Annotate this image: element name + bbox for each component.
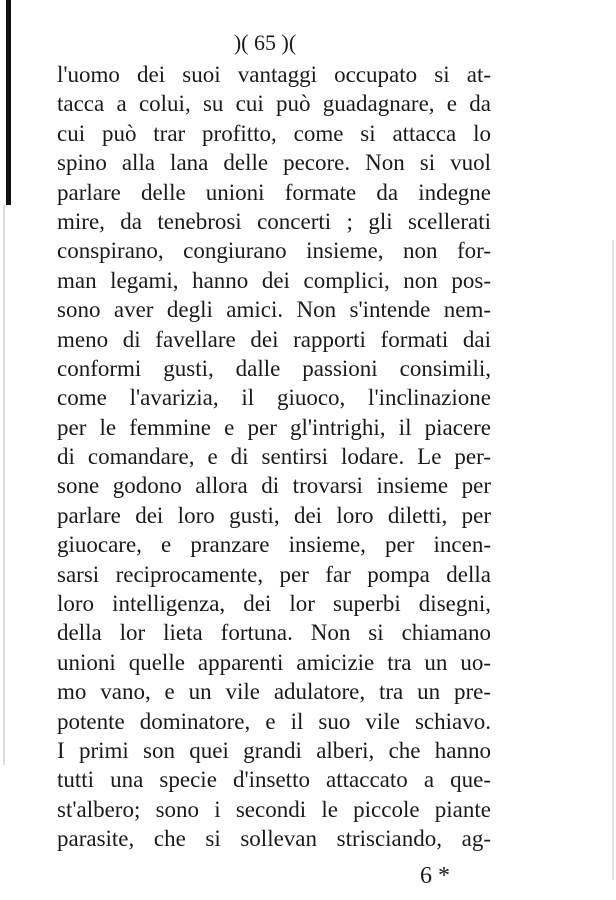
text-line: mire, da tenebrosi concerti ; gli scellerati — [57, 208, 491, 234]
text-line: unioni quelle apparenti amicizie tra un uo- — [57, 649, 491, 675]
text-line: tutti una specie d'insetto attaccato a que- — [57, 767, 491, 793]
text-line: man legami, hanno dei complici, non pos- — [57, 267, 491, 293]
text-line: cui può trar profitto, come si attacca lo — [57, 120, 491, 146]
text-line: parlare dei loro gusti, dei loro diletti, per — [57, 502, 491, 528]
text-line: giuocare, e pranzare insieme, per incen- — [57, 532, 491, 558]
page-number: )( 65 )( — [233, 30, 297, 55]
text-line: sone godono allora di trovarsi insieme per — [57, 473, 491, 499]
text-line: meno di favellare dei rapporti formati dai — [57, 326, 491, 352]
text-line: sono aver degli amici. Non s'intende nem- — [57, 297, 491, 323]
right-page-edge — [612, 240, 614, 880]
text-line: l'uomo dei suoi vantaggi occupato si at- — [57, 62, 491, 87]
text-line: parasite, che si sollevan strisciando, ag- — [57, 826, 491, 852]
text-line: tacca a colui, su cui può guadagnare, e da — [57, 91, 491, 117]
text-line: I primi son quei grandi alberi, che hanno — [57, 737, 491, 763]
text-line: potente dominatore, e il suo vile schiavo. — [57, 708, 491, 734]
text-line: conformi gusti, dalle passioni consimili, — [57, 355, 491, 381]
text-line: come l'avarizia, il giuoco, l'inclinazione — [57, 385, 491, 411]
signature-mark: 6 * — [420, 863, 450, 889]
text-line: mo vano, e un vile adulatore, tra un pre- — [57, 679, 491, 705]
text-line: sarsi reciprocamente, per far pompa della — [57, 561, 491, 587]
text-line: conspirano, congiurano insieme, non for- — [57, 238, 491, 264]
text-line: st'albero; sono i secondi le piccole piante — [57, 796, 491, 822]
text-line: spino alla lana delle pecore. Non si vuol — [57, 150, 491, 176]
text-line: per le femmine e per gl'intrighi, il piacere — [57, 414, 491, 440]
text-line: parlare delle unioni formate da indegne — [57, 179, 491, 205]
text-line: loro intelligenza, dei lor superbi disegni, — [57, 591, 491, 617]
text-line: di comandare, e di sentirsi lodare. Le per- — [57, 444, 491, 470]
page-edge-shadow — [3, 205, 5, 765]
page-text — [57, 60, 491, 854]
text-line: della lor lieta fortuna. Non si chiamano — [57, 620, 491, 646]
